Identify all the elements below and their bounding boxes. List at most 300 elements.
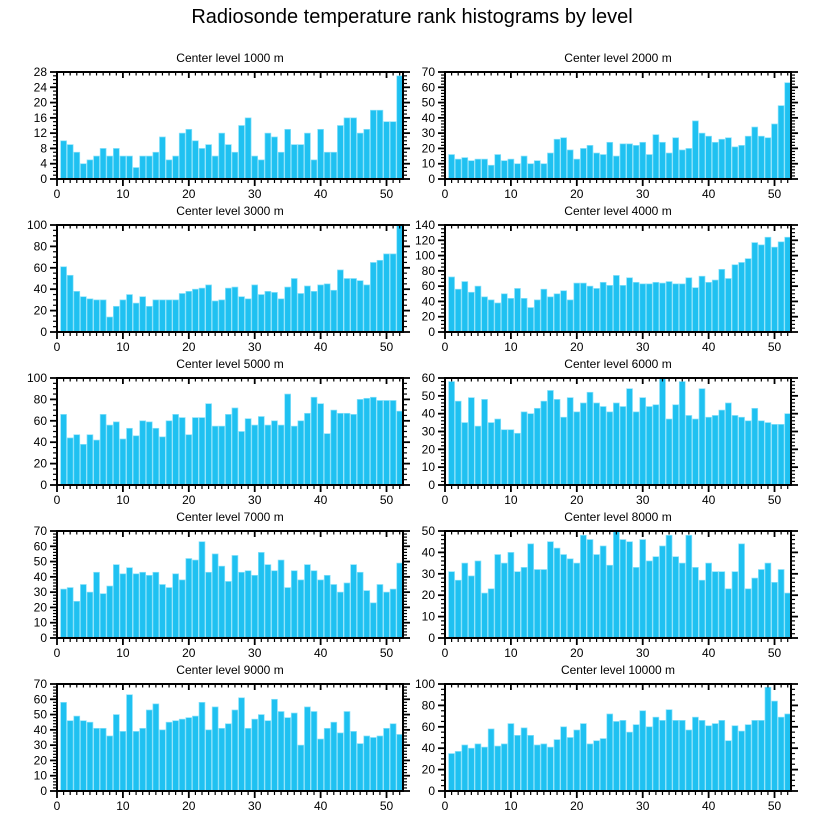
x-tick-label: 30 — [636, 187, 650, 201]
histogram-bar — [212, 426, 218, 485]
histogram-bar — [153, 300, 159, 332]
histogram-bar — [600, 282, 606, 332]
histogram-bar — [61, 141, 67, 179]
histogram-bar — [692, 121, 698, 179]
histogram-bar — [521, 298, 527, 332]
histogram-bar — [179, 418, 185, 485]
y-tick-label: 0 — [40, 631, 47, 645]
histogram-bar — [278, 560, 284, 638]
histogram-bar — [482, 399, 488, 485]
histogram-bar — [384, 400, 390, 485]
histogram-bar — [587, 392, 593, 485]
histogram-bar — [561, 727, 567, 791]
histogram-bar — [554, 399, 560, 485]
histogram-bar — [515, 433, 521, 485]
y-tick-label: 60 — [33, 413, 47, 428]
histogram-bar — [192, 289, 198, 332]
histogram-bar — [541, 289, 547, 332]
histogram-bar — [646, 284, 652, 332]
histogram-bar — [153, 152, 159, 179]
histogram-bar — [587, 540, 593, 638]
histogram-bars — [449, 687, 791, 791]
histogram-bars — [449, 83, 791, 179]
histogram-bar — [265, 133, 271, 179]
histogram-bar — [87, 435, 93, 485]
histogram-bar — [206, 285, 212, 332]
histogram-bar — [285, 718, 291, 791]
histogram-bar — [627, 389, 633, 485]
histogram-bar — [778, 570, 784, 638]
histogram-bar — [206, 145, 212, 179]
histogram-bar — [620, 285, 626, 332]
histogram-bar — [351, 731, 357, 791]
histogram-bar — [258, 160, 264, 179]
histogram-bar — [475, 159, 481, 179]
histogram-bar — [620, 407, 626, 485]
histogram-bar — [758, 136, 764, 179]
histogram-bar — [739, 262, 745, 332]
histogram-bar — [186, 435, 192, 485]
y-tick-label: 40 — [33, 569, 47, 584]
histogram-bar — [107, 156, 113, 179]
histogram-bar — [245, 728, 251, 791]
y-tick-label: 10 — [421, 156, 435, 171]
histogram-bar — [107, 586, 113, 638]
histogram-bar — [594, 741, 600, 791]
histogram-bar — [660, 378, 666, 485]
x-tick-label: 50 — [767, 187, 782, 201]
histogram-bar — [752, 243, 758, 332]
histogram-bar — [166, 722, 172, 791]
y-tick-label: 100 — [26, 371, 47, 385]
subplot-title: Center level 5000 m — [176, 357, 284, 371]
histogram-bar — [515, 288, 521, 332]
histogram-bar — [587, 744, 593, 791]
histogram-bar — [337, 733, 343, 791]
histogram-bar — [534, 161, 540, 179]
x-tick-label: 20 — [570, 646, 584, 660]
histogram-bar — [515, 735, 521, 791]
subplot-title: Center level 6000 m — [564, 357, 672, 371]
histogram-bar — [285, 394, 291, 485]
histogram-bar — [199, 148, 205, 179]
histogram-bar — [613, 531, 619, 638]
histogram-bar — [580, 535, 586, 638]
histogram-bar — [574, 563, 580, 638]
histogram-bar — [225, 724, 231, 791]
histogram-bar — [468, 576, 474, 638]
histogram-bar — [712, 280, 718, 332]
histogram-bar — [482, 747, 488, 791]
histogram-bar — [311, 160, 317, 179]
histogram-bar — [613, 275, 619, 332]
histogram-bar — [653, 557, 659, 638]
y-tick-label: 40 — [421, 741, 435, 756]
histogram-bar — [318, 404, 324, 485]
histogram-bar — [120, 300, 126, 332]
x-tick-label: 40 — [701, 493, 716, 507]
histogram-bar — [272, 137, 278, 179]
y-tick-label: 40 — [421, 545, 435, 560]
histogram-bar — [462, 563, 468, 638]
y-tick-label: 80 — [421, 698, 435, 713]
histogram-bar — [377, 110, 383, 179]
x-tick-label: 50 — [379, 340, 394, 354]
histogram-bar — [561, 291, 567, 332]
histogram-bar — [331, 585, 337, 639]
histogram-bar — [765, 687, 771, 791]
histogram-bar — [206, 572, 212, 638]
histogram-bars — [61, 394, 403, 485]
histogram-bar — [219, 566, 225, 638]
histogram-bar — [199, 288, 205, 332]
histogram-bar — [384, 254, 390, 332]
x-tick-label: 30 — [248, 187, 262, 201]
y-tick-label: 30 — [33, 585, 47, 600]
histogram-bar — [186, 559, 192, 638]
x-tick-label: 20 — [570, 799, 584, 813]
histogram-bar — [488, 589, 494, 638]
histogram-bar — [725, 741, 731, 791]
x-tick-label: 0 — [53, 646, 61, 660]
histogram-bar — [285, 129, 291, 179]
histogram-bar — [699, 276, 705, 332]
histogram-bar — [113, 565, 119, 638]
histogram-bar — [508, 724, 514, 791]
histogram-bar — [488, 300, 494, 332]
y-tick-label: 60 — [421, 80, 435, 95]
histogram-bar — [397, 734, 403, 791]
histogram-bar — [462, 423, 468, 485]
histogram-bar — [159, 300, 165, 332]
y-tick-label: 70 — [421, 65, 435, 79]
histogram-bar — [153, 704, 159, 791]
histogram-bar — [752, 408, 758, 485]
histogram-bar — [640, 540, 646, 638]
histogram-bar — [364, 285, 370, 332]
histogram-bar — [94, 728, 100, 791]
histogram-bar — [758, 570, 764, 638]
x-tick-label: 20 — [182, 187, 196, 201]
histogram-bar — [127, 295, 133, 332]
histogram-bar — [745, 259, 751, 332]
y-tick-label: 20 — [33, 303, 47, 318]
x-tick-label: 20 — [182, 493, 196, 507]
histogram-bar — [468, 292, 474, 332]
x-tick-label: 30 — [636, 493, 650, 507]
histogram-bar — [521, 412, 527, 485]
histogram-bar — [377, 585, 383, 639]
histogram-bar — [192, 141, 198, 179]
x-tick-label: 20 — [182, 799, 196, 813]
histogram-bar — [232, 408, 238, 485]
histogram-bar — [232, 287, 238, 332]
histogram-bar — [660, 720, 666, 791]
y-tick-label: 40 — [421, 110, 435, 125]
histogram-bar — [206, 404, 212, 485]
histogram-bar — [449, 754, 455, 791]
histogram-bar — [113, 715, 119, 791]
histogram-bar — [554, 139, 560, 179]
histogram-bar — [146, 422, 152, 485]
histogram-bar — [390, 589, 396, 638]
histogram-bar — [633, 725, 639, 791]
x-tick-label: 40 — [313, 187, 328, 201]
histogram-bar — [745, 421, 751, 485]
histogram-bar — [455, 580, 461, 638]
histogram-bar — [501, 430, 507, 485]
histogram-bar — [258, 552, 264, 638]
y-tick-label: 0 — [428, 325, 435, 339]
histogram-bar — [508, 430, 514, 485]
histogram-bar — [212, 707, 218, 791]
histogram-bar — [298, 145, 304, 179]
histogram-bar — [239, 432, 245, 486]
histogram-bar — [534, 570, 540, 638]
histogram-bar — [594, 288, 600, 332]
histogram-bar — [133, 731, 139, 791]
histogram-bar — [554, 548, 560, 638]
histogram-bar — [778, 717, 784, 791]
histogram-bar — [732, 572, 738, 638]
histogram-bar — [140, 728, 146, 791]
y-tick-label: 80 — [421, 263, 435, 278]
x-tick-label: 50 — [379, 187, 394, 201]
histogram-bar — [331, 152, 337, 179]
histogram-bar — [567, 150, 573, 179]
histogram-bar — [219, 300, 225, 332]
histogram-bar — [785, 237, 791, 332]
histogram-bar — [653, 282, 659, 332]
y-tick-label: 0 — [428, 784, 435, 798]
histogram-bar — [127, 428, 133, 485]
histogram-bar — [739, 544, 745, 638]
histogram-bar — [778, 424, 784, 485]
histogram-bar — [528, 544, 534, 638]
histogram-bar — [706, 417, 712, 485]
histogram-bar — [357, 744, 363, 791]
histogram-bar — [67, 275, 73, 332]
histogram-bar — [265, 425, 271, 485]
histogram-bar — [482, 593, 488, 638]
histogram-bar — [159, 730, 165, 791]
x-tick-label: 50 — [767, 799, 782, 813]
histogram-bar — [528, 164, 534, 179]
histogram-bar — [515, 164, 521, 179]
histogram-bar — [199, 418, 205, 485]
histogram-bar — [541, 164, 547, 179]
histogram-bar — [311, 712, 317, 791]
histogram-bar — [239, 297, 245, 332]
subplot-center-level-2000-m — [422, 51, 798, 201]
histogram-bar — [587, 145, 593, 179]
histogram-bar — [547, 542, 553, 638]
subplot-center-level-9000-m — [34, 663, 410, 813]
y-tick-label: 100 — [26, 218, 47, 232]
histogram-bar — [397, 411, 403, 485]
histogram-bar — [390, 254, 396, 332]
y-tick-label: 60 — [421, 279, 435, 294]
histogram-bar — [607, 285, 613, 332]
x-tick-label: 10 — [116, 340, 130, 354]
histogram-bar — [660, 283, 666, 332]
histogram-bar — [159, 585, 165, 639]
histogram-bar — [265, 721, 271, 791]
histogram-bar — [449, 155, 455, 179]
histogram-bar — [633, 282, 639, 332]
histogram-bar — [778, 106, 784, 179]
histogram-bar — [600, 155, 606, 179]
histogram-bar — [475, 744, 481, 791]
histogram-bar — [706, 282, 712, 332]
histogram-bar — [370, 397, 376, 485]
histogram-bars — [61, 695, 403, 791]
histogram-bar — [488, 423, 494, 485]
histogram-bar — [100, 728, 106, 791]
histogram-bar — [673, 284, 679, 332]
x-tick-label: 10 — [116, 646, 130, 660]
histogram-bar — [285, 588, 291, 638]
histogram-bar — [179, 719, 185, 791]
histogram-bar — [692, 717, 698, 791]
y-tick-label: 0 — [428, 631, 435, 645]
histogram-bar — [80, 164, 86, 179]
histogram-bar — [719, 720, 725, 791]
y-tick-label: 20 — [33, 95, 47, 110]
histogram-bar — [765, 237, 771, 332]
histogram-bar — [541, 570, 547, 638]
histogram-bar — [179, 580, 185, 638]
histogram-bar — [351, 565, 357, 638]
histogram-bars — [61, 542, 403, 638]
histogram-bar — [567, 300, 573, 332]
histogram-bar — [772, 424, 778, 485]
histogram-bar — [344, 413, 350, 485]
histogram-bar — [692, 288, 698, 332]
histogram-bar — [239, 572, 245, 638]
histogram-bar — [337, 126, 343, 180]
x-tick-label: 10 — [504, 646, 518, 660]
histogram-bar — [337, 270, 343, 332]
histogram-bars — [61, 225, 403, 332]
histogram-bar — [377, 736, 383, 791]
histogram-bar — [745, 136, 751, 179]
subplot-title: Center level 2000 m — [564, 51, 672, 65]
histogram-bar — [225, 145, 231, 179]
histogram-bar — [127, 156, 133, 179]
x-tick-label: 40 — [701, 340, 716, 354]
subplot-center-level-3000-m — [27, 204, 410, 354]
histogram-bar — [94, 572, 100, 638]
histogram-bar — [686, 535, 692, 638]
histogram-bar — [186, 129, 192, 179]
histogram-bar — [758, 720, 764, 791]
y-tick-label: 60 — [33, 539, 47, 554]
histogram-bar — [80, 721, 86, 791]
x-tick-label: 50 — [379, 799, 394, 813]
histogram-bar — [482, 159, 488, 179]
histogram-bar — [521, 156, 527, 179]
histogram-bar — [146, 710, 152, 791]
histogram-bar — [646, 155, 652, 179]
subplot-title: Center level 1000 m — [176, 51, 284, 65]
x-tick-label: 0 — [53, 493, 61, 507]
y-tick-label: 50 — [421, 388, 435, 403]
histogram-bar — [673, 405, 679, 485]
histogram-bar — [298, 421, 304, 485]
histogram-bar — [772, 582, 778, 638]
histogram-bar — [633, 145, 639, 179]
y-tick-label: 10 — [33, 615, 47, 630]
x-tick-label: 30 — [636, 340, 650, 354]
x-tick-label: 0 — [441, 493, 449, 507]
histogram-bar — [455, 751, 461, 791]
histogram-bar — [140, 421, 146, 485]
histogram-bar — [508, 552, 514, 638]
histogram-bar — [758, 245, 764, 332]
subplot-title: Center level 7000 m — [176, 510, 284, 524]
histogram-bar — [627, 542, 633, 638]
histogram-bar — [364, 398, 370, 485]
histogram-bar — [521, 567, 527, 638]
histogram-bar — [291, 426, 297, 485]
histogram-bar — [534, 300, 540, 332]
histogram-bar — [232, 152, 238, 179]
histogram-bar — [547, 390, 553, 485]
histogram-bar — [173, 300, 179, 332]
histogram-bar — [600, 407, 606, 485]
histogram-bar — [653, 717, 659, 791]
histogram-bar — [225, 581, 231, 638]
histogram-bar — [304, 565, 310, 638]
histogram-bar — [468, 398, 474, 485]
histogram-bar — [706, 726, 712, 791]
x-tick-label: 0 — [441, 646, 449, 660]
histogram-bar — [785, 83, 791, 179]
histogram-bar — [646, 561, 652, 638]
histogram-bar — [311, 397, 317, 485]
histogram-bar — [245, 419, 251, 485]
histogram-bar — [534, 745, 540, 791]
histogram-bar — [120, 731, 126, 791]
subplot-center-level-6000-m — [422, 357, 798, 507]
y-tick-label: 20 — [33, 456, 47, 471]
histogram-bar — [785, 414, 791, 485]
histogram-bar — [640, 142, 646, 179]
histogram-bar — [660, 546, 666, 638]
histogram-bar — [133, 303, 139, 332]
histogram-bar — [67, 438, 73, 485]
histogram-bar — [239, 698, 245, 791]
x-tick-label: 30 — [636, 646, 650, 660]
histogram-bar — [640, 284, 646, 332]
histogram-bar — [318, 739, 324, 791]
histogram-bar — [613, 403, 619, 485]
histogram-bar — [291, 713, 297, 791]
y-tick-label: 20 — [33, 753, 47, 768]
histogram-bar — [133, 574, 139, 638]
x-tick-label: 40 — [313, 340, 328, 354]
histogram-bar — [607, 142, 613, 179]
histogram-bar — [337, 592, 343, 638]
histogram-bar — [679, 382, 685, 485]
histogram-bar — [370, 110, 376, 179]
histogram-bar — [153, 428, 159, 485]
histogram-bar — [561, 138, 567, 179]
histogram-bar — [357, 572, 363, 638]
histogram-bar — [666, 153, 672, 179]
x-tick-label: 10 — [504, 187, 518, 201]
